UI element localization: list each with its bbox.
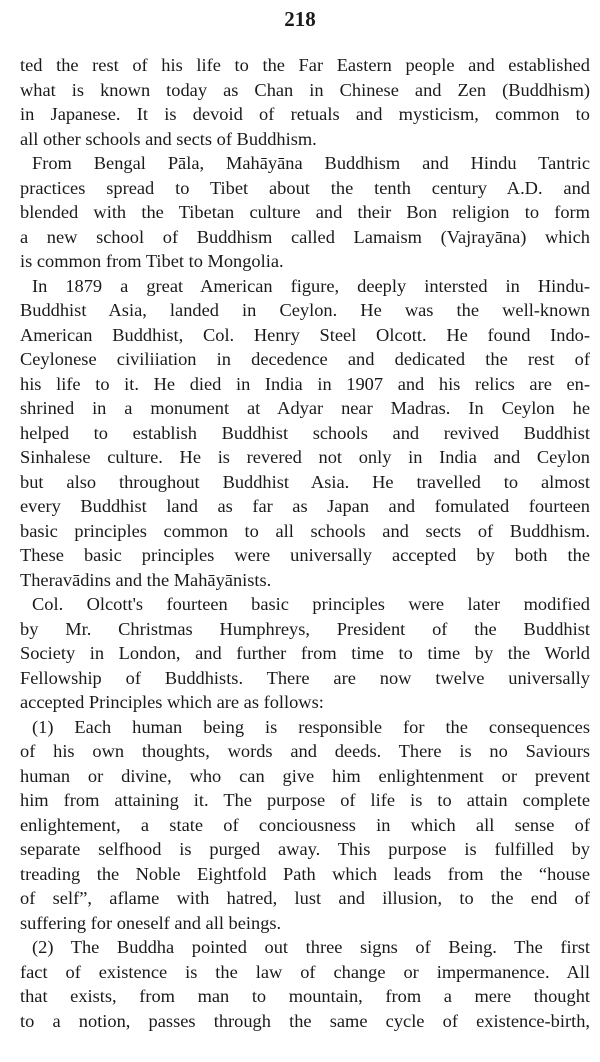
paragraph-4	[20, 592, 590, 715]
text-line: to a notion, passes through the same cycle of existence-birth,	[20, 1010, 590, 1031]
text-line: These basic principles were universally accepted by both the	[20, 545, 590, 565]
text-line: fact of existence is the law of change or impermanence. All	[20, 961, 590, 982]
text-line: Fellowship of Buddhists. There are now twelve universally	[20, 667, 590, 688]
text-line: Theravādins and the Mahāyānists.	[20, 569, 272, 590]
text-line: enlightement, a state of conciousness in which all sense of	[20, 814, 590, 835]
text-line: suffering for oneself and all beings.	[20, 912, 282, 933]
text-line: human or divine, who can give him enlightenment or prevent	[20, 765, 590, 786]
text-line: every Buddhist land as far as Japan and fomulated fourteen	[20, 496, 590, 516]
text-line: blended with the Tibetan culture and their Bon religion to form	[20, 202, 590, 222]
paragraph-1	[20, 53, 590, 151]
text-line: of self”, aflame with hatred, lust and illusion, to the end of	[20, 888, 590, 908]
text-line: Col. Olcott's fourteen basic principles were later modified	[32, 594, 590, 614]
text-line: American Buddhist, Col. Henry Steel Olcott. He found Indo-	[20, 324, 590, 345]
text-line: (1) Each human being is responsible for the consequences	[32, 716, 590, 737]
text-line: but also throughout Buddhist Asia. He travelled to almost	[20, 471, 590, 492]
text-line: Sinhalese culture. He is revered not only in India and Ceylon	[20, 447, 590, 467]
text-line: In 1879 a great American figure, deeply intersted in Hindu-	[32, 275, 590, 296]
text-line: all other schools and sects of Buddhism.	[20, 128, 317, 149]
paragraph-6	[20, 935, 590, 1033]
text-line: ted the rest of his life to the Far Eastern people and established	[20, 55, 590, 75]
text-line: Buddhist Asia, landed in Ceylon. He was the well-known	[20, 300, 590, 320]
text-line: practices spread to Tibet about the tenth century A.D. and	[20, 177, 590, 198]
paragraph-3	[20, 274, 590, 593]
body-text	[20, 53, 590, 1033]
text-line: his life to it. He died in India in 1907 and his relics are en-	[20, 373, 590, 394]
text-line: Ceylonese civiliiation in decedence and dedicated the rest of	[20, 349, 590, 369]
text-line: From Bengal Pāla, Mahāyāna Buddhism and Hindu Tantric	[32, 153, 590, 173]
text-line: in Japanese. It is devoid of retuals and mysticism, common to	[20, 104, 590, 124]
text-line: Society in London, and further from time to time by the World	[20, 643, 590, 663]
text-line: shrined in a monument at Adyar near Madras. In Ceylon he	[20, 398, 590, 418]
text-line: that exists, from man to mountain, from a mere thought	[20, 986, 590, 1006]
text-line: what is known today as Chan in Chinese and Zen (Buddhism)	[20, 79, 590, 100]
text-line: a new school of Buddhism called Lamaism (Vajrayāna) which	[20, 226, 590, 247]
page-number: 218	[284, 7, 316, 31]
text-line: basic principles common to all schools and sects of Buddhism.	[20, 520, 590, 541]
paragraph-2	[20, 151, 590, 274]
text-line: of his own thoughts, words and deeds. There is no Saviours	[20, 741, 590, 761]
text-line: him from attaining it. The purpose of life is to attain complete	[20, 790, 590, 810]
text-line: treading the Noble Eightfold Path which leads from the “house	[20, 863, 590, 884]
text-line: by Mr. Christmas Humphreys, President of the Buddhist	[20, 618, 590, 639]
text-line: accepted Principles which are as follows:	[20, 692, 324, 712]
text-line: separate selfhood is purged away. This purpose is fulfilled by	[20, 839, 590, 859]
text-line: is common from Tibet to Mongolia.	[20, 251, 284, 271]
paragraph-5	[20, 715, 590, 936]
text-line: (2) The Buddha pointed out three signs of Being. The first	[32, 937, 590, 957]
text-line: helped to establish Buddhist schools and revived Buddhist	[20, 422, 590, 443]
